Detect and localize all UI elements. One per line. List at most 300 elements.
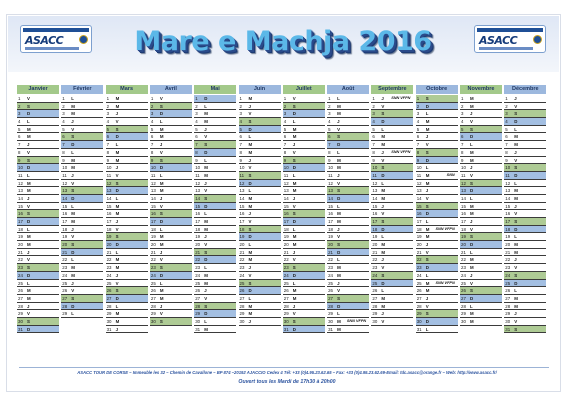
day-letter: V <box>115 119 119 125</box>
day-letter: D <box>159 272 164 278</box>
day-row <box>239 280 281 288</box>
day-row <box>194 295 236 303</box>
day-number: 10 <box>461 165 466 171</box>
day-letter: M <box>337 111 341 117</box>
day-number: 28 <box>461 303 466 309</box>
day-row <box>283 133 325 141</box>
day-letter: D <box>292 111 296 117</box>
day-row <box>327 95 369 103</box>
day-row <box>17 218 59 226</box>
day-letter: D <box>381 226 385 232</box>
day-row <box>17 157 59 165</box>
day-letter: M <box>27 134 31 140</box>
day-letter: M <box>292 188 297 194</box>
day-letter: V <box>159 203 163 209</box>
day-row <box>327 295 369 303</box>
day-number: 11 <box>283 172 289 178</box>
day-note: SNN VFPN <box>391 96 411 100</box>
day-number: 1 <box>18 96 21 101</box>
day-number: 25 <box>150 280 156 286</box>
day-letter: L <box>71 149 74 155</box>
day-row <box>283 233 325 241</box>
day-number: 30 <box>505 318 511 324</box>
day-letter: V <box>115 280 119 286</box>
day-letter: M <box>425 280 430 286</box>
day-row <box>504 256 546 264</box>
day-letter: J <box>470 272 473 278</box>
day-row <box>17 195 59 203</box>
day-number: 24 <box>239 272 245 278</box>
day-number: 24 <box>62 272 68 278</box>
month-header: Juin <box>239 85 281 94</box>
day-row <box>106 226 148 234</box>
day-row <box>460 241 502 249</box>
day-number: 22 <box>328 257 333 263</box>
day-row <box>150 264 192 272</box>
day-row <box>61 295 103 303</box>
day-row <box>327 149 369 157</box>
day-letter: V <box>337 180 341 186</box>
day-number: 17 <box>461 219 466 224</box>
day-row <box>504 287 546 295</box>
day-letter: V <box>27 96 30 101</box>
day-number: 24 <box>150 272 156 278</box>
month-header: Octobre <box>416 85 458 94</box>
day-number: 12 <box>372 180 378 186</box>
day-row <box>106 233 148 241</box>
day-row <box>150 149 192 157</box>
day-row <box>150 249 192 257</box>
day-row <box>194 310 236 318</box>
day-row <box>194 195 236 203</box>
day-row <box>61 103 103 111</box>
day-letter: M <box>115 103 120 109</box>
day-row <box>327 180 369 188</box>
day-letter: V <box>248 111 252 117</box>
day-number: 4 <box>461 119 464 125</box>
day-letter: L <box>115 195 119 201</box>
day-row <box>327 256 369 264</box>
day-number: 23 <box>195 265 201 271</box>
day-letter: V <box>71 126 75 132</box>
day-number: 12 <box>283 180 289 186</box>
day-letter: V <box>425 249 429 255</box>
day-letter: M <box>425 172 430 178</box>
day-row <box>327 203 369 211</box>
day-number: 30 <box>106 318 112 324</box>
day-letter: M <box>470 103 474 109</box>
day-letter: J <box>27 303 30 309</box>
month-header: Janvier <box>17 85 59 94</box>
day-row <box>106 195 148 203</box>
day-letter: D <box>248 288 252 294</box>
day-row <box>150 295 192 303</box>
day-row <box>150 164 192 172</box>
day-note: SNN VFPN <box>346 318 367 323</box>
day-row <box>17 187 59 195</box>
day-letter: M <box>337 219 341 224</box>
day-number: 10 <box>18 165 23 171</box>
day-number: 2 <box>62 103 65 109</box>
day-letter: V <box>381 103 385 109</box>
day-row <box>504 95 546 103</box>
day-number: 27 <box>416 295 422 301</box>
day-row <box>371 157 413 165</box>
day-row <box>371 241 413 249</box>
day-row <box>371 164 413 172</box>
day-letter: S <box>248 280 252 286</box>
day-list <box>106 95 148 333</box>
day-letter: S <box>27 157 30 163</box>
day-row <box>460 256 502 264</box>
day-letter: V <box>248 165 252 171</box>
day-letter: D <box>204 203 208 209</box>
day-row <box>150 233 192 241</box>
day-row <box>106 118 148 126</box>
day-letter: M <box>337 211 341 217</box>
day-letter: D <box>115 295 119 301</box>
day-number: 16 <box>372 211 378 217</box>
day-letter: S <box>115 234 119 240</box>
day-row <box>150 241 192 249</box>
day-letter: D <box>470 242 474 248</box>
day-number: 18 <box>150 226 156 232</box>
day-letter: V <box>27 149 30 155</box>
day-letter: V <box>27 203 30 209</box>
day-number: 10 <box>150 165 156 171</box>
day-row <box>17 264 59 272</box>
day-number: 22 <box>416 257 422 263</box>
day-row <box>327 226 369 234</box>
day-number: 18 <box>461 226 466 232</box>
day-number: 8 <box>372 149 375 155</box>
day-row <box>371 264 413 272</box>
day-number: 5 <box>18 126 21 132</box>
day-letter: V <box>248 272 252 278</box>
day-letter: L <box>248 295 252 301</box>
day-row <box>61 164 103 172</box>
day-number: 6 <box>62 134 65 140</box>
day-number: 5 <box>195 126 198 132</box>
day-letter: D <box>159 111 164 117</box>
day-row <box>150 180 192 188</box>
day-number: 7 <box>62 142 65 148</box>
day-number: 1 <box>106 96 110 101</box>
day-row <box>194 149 236 157</box>
day-number: 19 <box>62 234 68 240</box>
day-number: 15 <box>372 203 378 209</box>
day-row <box>504 180 546 188</box>
day-letter: S <box>159 318 163 324</box>
day-number: 12 <box>461 180 466 186</box>
day-row <box>460 149 502 157</box>
day-number: 29 <box>283 311 289 317</box>
day-row <box>150 303 192 311</box>
day-letter: J <box>27 142 30 148</box>
day-row <box>239 310 281 318</box>
month-header: Février <box>61 85 103 94</box>
day-number: 18 <box>283 226 289 232</box>
day-number: 6 <box>239 134 242 140</box>
day-number: 6 <box>461 134 464 140</box>
day-letter: D <box>204 257 208 263</box>
day-number: 8 <box>239 149 242 155</box>
day-letter: D <box>337 195 341 201</box>
day-number: 11 <box>239 172 245 178</box>
day-letter: J <box>248 211 251 217</box>
day-row <box>416 180 458 188</box>
day-row <box>460 249 502 257</box>
day-row <box>371 233 413 241</box>
day-letter: L <box>381 234 385 240</box>
day-row <box>460 318 502 326</box>
day-letter: J <box>381 311 384 317</box>
logo-stripe <box>477 28 543 32</box>
day-number: 27 <box>461 295 466 301</box>
day-letter: D <box>514 280 518 286</box>
day-number: 20 <box>18 242 23 248</box>
day-letter: J <box>292 249 296 255</box>
day-letter: L <box>425 219 429 224</box>
day-letter: S <box>159 211 163 217</box>
day-list <box>17 95 59 333</box>
day-row <box>239 256 281 264</box>
day-number: 9 <box>150 157 154 163</box>
day-row <box>460 180 502 188</box>
day-letter: D <box>337 303 341 309</box>
day-row <box>371 126 413 134</box>
day-letter: V <box>470 119 473 125</box>
day-number: 21 <box>416 249 422 255</box>
day-number: 14 <box>328 195 333 201</box>
day-letter: M <box>381 134 386 140</box>
day-number: 19 <box>106 234 112 240</box>
day-letter: L <box>159 119 163 125</box>
day-number: 25 <box>416 280 422 286</box>
day-number: 10 <box>283 165 289 171</box>
day-number: 30 <box>283 318 289 324</box>
day-row <box>150 310 192 318</box>
day-number: 2 <box>416 103 420 109</box>
day-letter: M <box>204 272 208 278</box>
day-row <box>504 326 546 334</box>
day-letter: J <box>71 119 74 125</box>
day-row <box>17 180 59 188</box>
day-row <box>504 103 546 111</box>
day-number: 7 <box>239 142 242 148</box>
day-letter: M <box>470 318 474 324</box>
day-number: 6 <box>416 134 420 140</box>
day-letter: S <box>115 180 119 186</box>
day-number: 19 <box>283 234 289 240</box>
day-row <box>150 203 192 211</box>
month-column <box>61 85 103 318</box>
day-row <box>239 141 281 149</box>
day-letter: D <box>514 172 518 178</box>
day-letter: M <box>115 311 120 317</box>
day-row <box>194 103 236 111</box>
day-number: 24 <box>416 272 422 278</box>
day-row <box>239 210 281 218</box>
day-letter: V <box>204 134 208 140</box>
day-row <box>239 118 281 126</box>
day-row <box>194 141 236 149</box>
day-letter: S <box>425 96 429 101</box>
day-number: 13 <box>283 188 289 194</box>
day-letter: M <box>115 318 120 324</box>
day-number: 5 <box>461 126 464 132</box>
day-letter: S <box>27 265 30 271</box>
day-number: 21 <box>195 249 201 255</box>
day-row <box>283 218 325 226</box>
day-number: 30 <box>195 318 201 324</box>
day-row <box>416 149 458 157</box>
day-row <box>61 264 103 272</box>
day-letter: L <box>425 272 429 278</box>
day-number: 21 <box>239 249 245 255</box>
day-note: SNN VFPN <box>435 280 455 285</box>
day-row <box>61 195 103 203</box>
day-number: 27 <box>106 295 112 301</box>
day-letter: M <box>248 203 253 209</box>
day-number: 17 <box>150 219 156 224</box>
day-row <box>327 118 369 126</box>
day-letter: J <box>27 195 30 201</box>
day-letter: L <box>337 203 340 209</box>
day-number: 6 <box>283 134 287 140</box>
day-letter: M <box>204 172 208 178</box>
day-row <box>239 318 281 326</box>
day-letter: S <box>204 303 208 309</box>
day-row <box>150 187 192 195</box>
day-row <box>504 310 546 318</box>
day-letter: D <box>381 172 385 178</box>
day-letter: J <box>248 157 251 163</box>
day-row <box>239 249 281 257</box>
day-letter: V <box>292 311 296 317</box>
day-letter: V <box>115 172 119 178</box>
day-row <box>371 110 413 118</box>
day-number: 28 <box>372 303 378 309</box>
asacc-logo-right <box>474 25 546 53</box>
day-letter: D <box>248 234 252 240</box>
day-row <box>150 110 192 118</box>
day-row <box>283 264 325 272</box>
day-number: 15 <box>328 203 333 209</box>
day-number: 23 <box>62 265 68 271</box>
day-letter: M <box>27 234 31 240</box>
day-row <box>371 95 413 103</box>
day-number: 1 <box>372 96 375 101</box>
month-header: Mai <box>194 85 236 94</box>
day-row <box>371 203 413 211</box>
month-column <box>327 85 369 333</box>
day-number: 15 <box>150 203 156 209</box>
day-letter: M <box>248 96 253 101</box>
day-number: 31 <box>195 326 201 332</box>
day-letter: D <box>381 119 385 125</box>
day-row <box>416 249 458 257</box>
day-letter: D <box>27 326 31 332</box>
day-number: 26 <box>106 288 112 294</box>
day-letter: J <box>248 265 251 271</box>
day-letter: L <box>470 142 473 148</box>
day-letter: J <box>337 226 340 232</box>
month-column <box>150 85 192 326</box>
day-number: 24 <box>106 272 112 278</box>
day-number: 25 <box>106 280 112 286</box>
day-number: 16 <box>106 211 112 217</box>
day-letter: S <box>470 234 473 240</box>
day-letter: J <box>381 257 384 263</box>
day-letter: J <box>470 165 473 171</box>
day-letter: D <box>27 165 31 171</box>
day-row <box>150 157 192 165</box>
day-letter: J <box>425 295 429 301</box>
day-number: 14 <box>106 195 112 201</box>
day-row <box>504 210 546 218</box>
day-number: 8 <box>505 149 508 155</box>
day-letter: M <box>337 157 341 163</box>
day-number: 9 <box>106 157 110 163</box>
day-row <box>283 226 325 234</box>
day-letter: S <box>425 149 429 155</box>
day-letter: J <box>381 96 384 101</box>
day-letter: D <box>470 295 474 301</box>
day-letter: S <box>514 111 518 117</box>
day-number: 10 <box>505 165 511 171</box>
day-number: 25 <box>239 280 245 286</box>
day-number: 15 <box>239 203 245 209</box>
day-letter: M <box>337 326 341 332</box>
logo-stripe-bottom <box>479 47 533 50</box>
month-column <box>17 85 59 333</box>
day-letter: M <box>337 265 341 271</box>
day-number: 1 <box>505 96 508 101</box>
day-number: 7 <box>195 142 198 148</box>
day-letter: L <box>514 180 517 186</box>
day-number: 9 <box>18 157 21 163</box>
day-row <box>371 287 413 295</box>
day-number: 18 <box>416 226 422 232</box>
day-number: 5 <box>62 126 65 132</box>
day-letter: D <box>425 265 429 271</box>
day-row <box>239 187 281 195</box>
day-letter: M <box>204 165 208 171</box>
day-row <box>371 172 413 180</box>
day-number: 8 <box>416 149 420 155</box>
day-letter: V <box>292 96 296 101</box>
day-row <box>194 118 236 126</box>
day-row <box>17 172 59 180</box>
day-row <box>460 164 502 172</box>
day-letter: M <box>470 265 474 271</box>
day-number: 18 <box>195 226 201 232</box>
day-row <box>61 149 103 157</box>
day-letter: S <box>292 265 296 271</box>
day-number: 14 <box>195 195 201 201</box>
day-row <box>504 149 546 157</box>
day-letter: M <box>159 242 164 248</box>
day-row <box>17 226 59 234</box>
day-note: SNN VFPN <box>391 149 411 154</box>
day-number: 19 <box>461 234 466 240</box>
day-row <box>327 241 369 249</box>
month-header: Juillet <box>283 85 325 94</box>
day-number: 17 <box>62 219 68 224</box>
day-row <box>194 280 236 288</box>
day-letter: M <box>115 149 120 155</box>
